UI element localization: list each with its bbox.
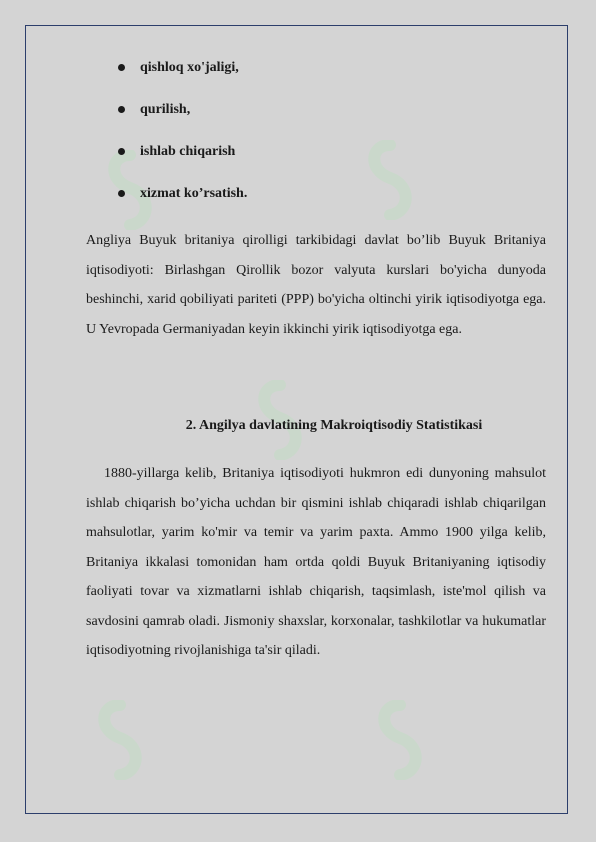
bullet-icon	[118, 106, 125, 113]
section-heading: 2. Angilya davlatining Makroiqtisodiy Statistikasi	[185, 418, 483, 433]
body-paragraph: 1880-yillarga kelib, Britaniya iqtisodiyoti hukmron edi dunyoning mahsulot ishlab chiqarish bo’yicha uchdan bir qismini ishlab chiqaradi ishlab chiqarilgan mahsulotlar, yarim ko'mir va temir va yarim paxta. Ammo 1900 yilga kelib, Britaniya ikkalasi tomonidan ham ortda qoldi Buyuk Britaniyaning iqtisodiy faoliyati tovar va xizmatlarni ishlab chiqarish, taqsimlash, iste'mol qilish va savdosini qamrab oladi. Jismoniy shaxslar, korxonalar, tashkilotlar va hukumatlar iqtisodiyotning rivojlanishiga ta'sir qiladi.	[86, 466, 546, 658]
list-item-text: qishloq xo'jaligi,	[140, 60, 239, 75]
list-item	[118, 100, 247, 142]
list-item	[118, 142, 247, 184]
list-item-text: ishlab chiqarish	[140, 144, 236, 159]
bullet-icon	[118, 64, 125, 71]
list-item-text: xizmat ko’rsatish.	[140, 186, 248, 201]
bullet-icon	[118, 190, 125, 197]
list-item-text: qurilish,	[140, 102, 191, 117]
bullet-list	[118, 58, 247, 226]
intro-paragraph: Angliya Buyuk britaniya qirolligi tarkibidagi davlat bo’lib Buyuk Britaniya iqtisodiyoti: Birlashgan Qirollik bozor valyuta kurslari bo'yicha dunyoda beshinchi, xarid qobiliyati pariteti (PPP) bo'yicha oltinchi yirik iqtisodiyotga ega. U Yevropada Germaniyadan keyin ikkinchi yirik iqtisodiyotga ega.	[86, 233, 546, 337]
list-item	[118, 184, 247, 226]
list-item	[118, 58, 247, 100]
bullet-icon	[118, 148, 125, 155]
